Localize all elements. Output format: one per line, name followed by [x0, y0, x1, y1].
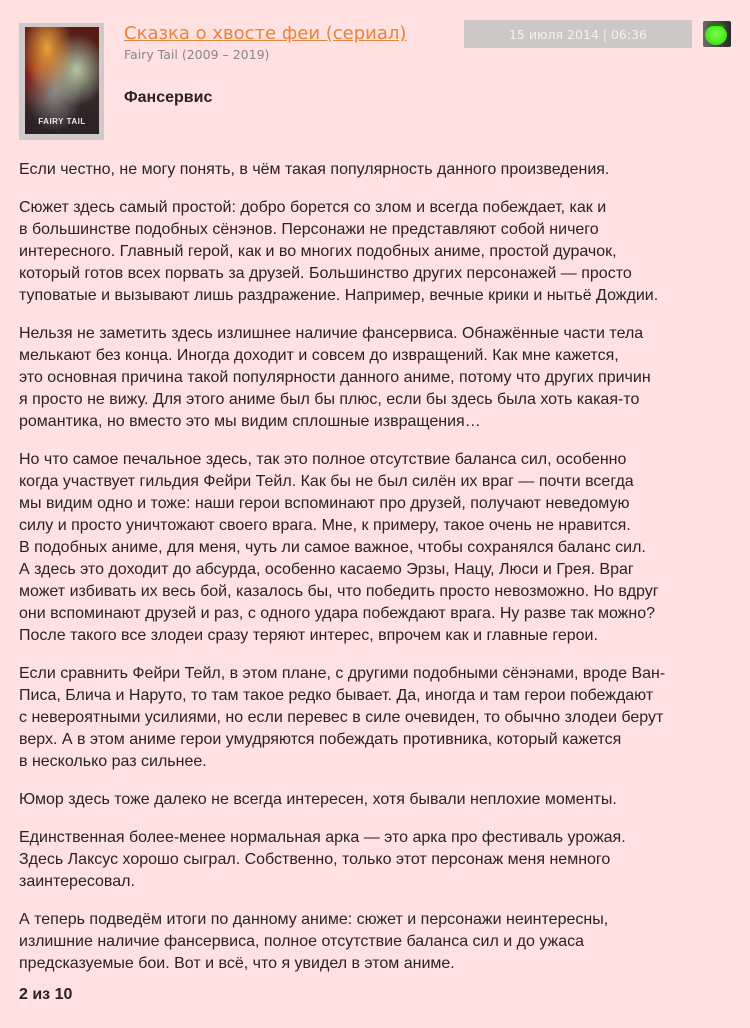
review-paragraph: Но что самое печальное здесь, так это полное отсутствие баланса сил, особенно когда участвует гильдия Фейри Тейл. Как бы не был силён их враг — почти всегда мы видим одно и тоже: наши герои вспоминают про друзей, получают неведомую силу и просто уничтожают своего врага. Мне, к примеру, такое очень не нравится. В подобных аниме, для меня, чуть ли самое важное, чтобы сохранялся баланс сил. А здесь это доходит до абсурда, особенно касаемо Эрзы, Нацу, Люси и Грея. Враг может избивать их весь бой, казалось бы, что победить просто невозможно. Но вдруг они вспоминают друзей и раз, с одного удара побеждают врага. Ну разве так можно? После такого все злодеи сразу теряют интерес, впрочем как и главные герои.	[19, 451, 659, 644]
review-paragraph: Сюжет здесь самый простой: добро борется со злом и всегда побеждает, как и в большинстве подобных сёнэнов. Персонажи не представляют собой ничего интересного. Главный герой, как и во многих подобных аниме, простой дурачок, который готов всех порвать за друзей. Большинство других персонажей — просто туповатые и вызывают лишь раздражение. Например, вечные крики и нытьё Дождии.	[19, 199, 659, 304]
review-paragraph: Единственная более-менее нормальная арка — это арка про фестиваль урожая. Здесь Лаксус хорошо сыграл. Собственно, только этот персонаж меня немного заинтересовал.	[19, 829, 626, 890]
rating-score: 2 из 10	[19, 986, 73, 1003]
poster-image	[25, 27, 99, 134]
review-paragraph: Юмор здесь тоже далеко не всегда интересен, хотя бывали неплохие моменты.	[19, 791, 617, 808]
review-paragraph: А теперь подведём итоги по данному аниме: сюжет и персонажи неинтересны, излишние наличие фансервиса, полное отсутствие баланса сил и до ужаса предсказуемые бои. Вот и всё, что я увидел в этом аниме.	[19, 911, 609, 972]
review-paragraph: Если честно, не могу понять, в чём такая популярность данного произведения.	[19, 161, 610, 178]
review-body	[19, 159, 739, 975]
title-link[interactable]: Сказка о хвосте феи (сериал)	[124, 23, 407, 44]
review-paragraph: Если сравнить Фейри Тейл, в этом плане, с другими подобными сёнэнами, вроде Ван- Писа, Блича и Наруто, то там такое редко бывает. Да, иногда и там герои побеждают с невероятными усилиями, но если перевес в силе очевиден, то обычно злодеи берут верх. А в этом аниме герои умудряются побеждать противника, который кажется в несколько раз сильнее.	[19, 665, 666, 770]
date-text: 15 июля 2014 | 06:36	[508, 26, 647, 42]
refresh-arc-icon	[706, 23, 726, 33]
status-icon[interactable]	[703, 21, 731, 47]
review-heading: Фансервис	[124, 89, 213, 106]
poster-logo: FAIRY TAIL	[38, 117, 86, 126]
date-badge	[464, 20, 692, 48]
review-paragraph: Нельзя не заметить здесь излишнее наличие фансервиса. Обнажённые части тела мелькают без конца. Иногда доходит и совсем до извращений. Как мне кажется, это основная причина такой популярности данного аниме, потому что других причин я просто не вижу. Для этого аниме был бы плюс, если бы здесь была хоть какая-то романтика, но вместо это мы видим сплошные извращения…	[19, 325, 651, 430]
original-title: Fairy Tail (2009 – 2019)	[124, 47, 270, 62]
poster-thumbnail[interactable]	[19, 23, 104, 140]
